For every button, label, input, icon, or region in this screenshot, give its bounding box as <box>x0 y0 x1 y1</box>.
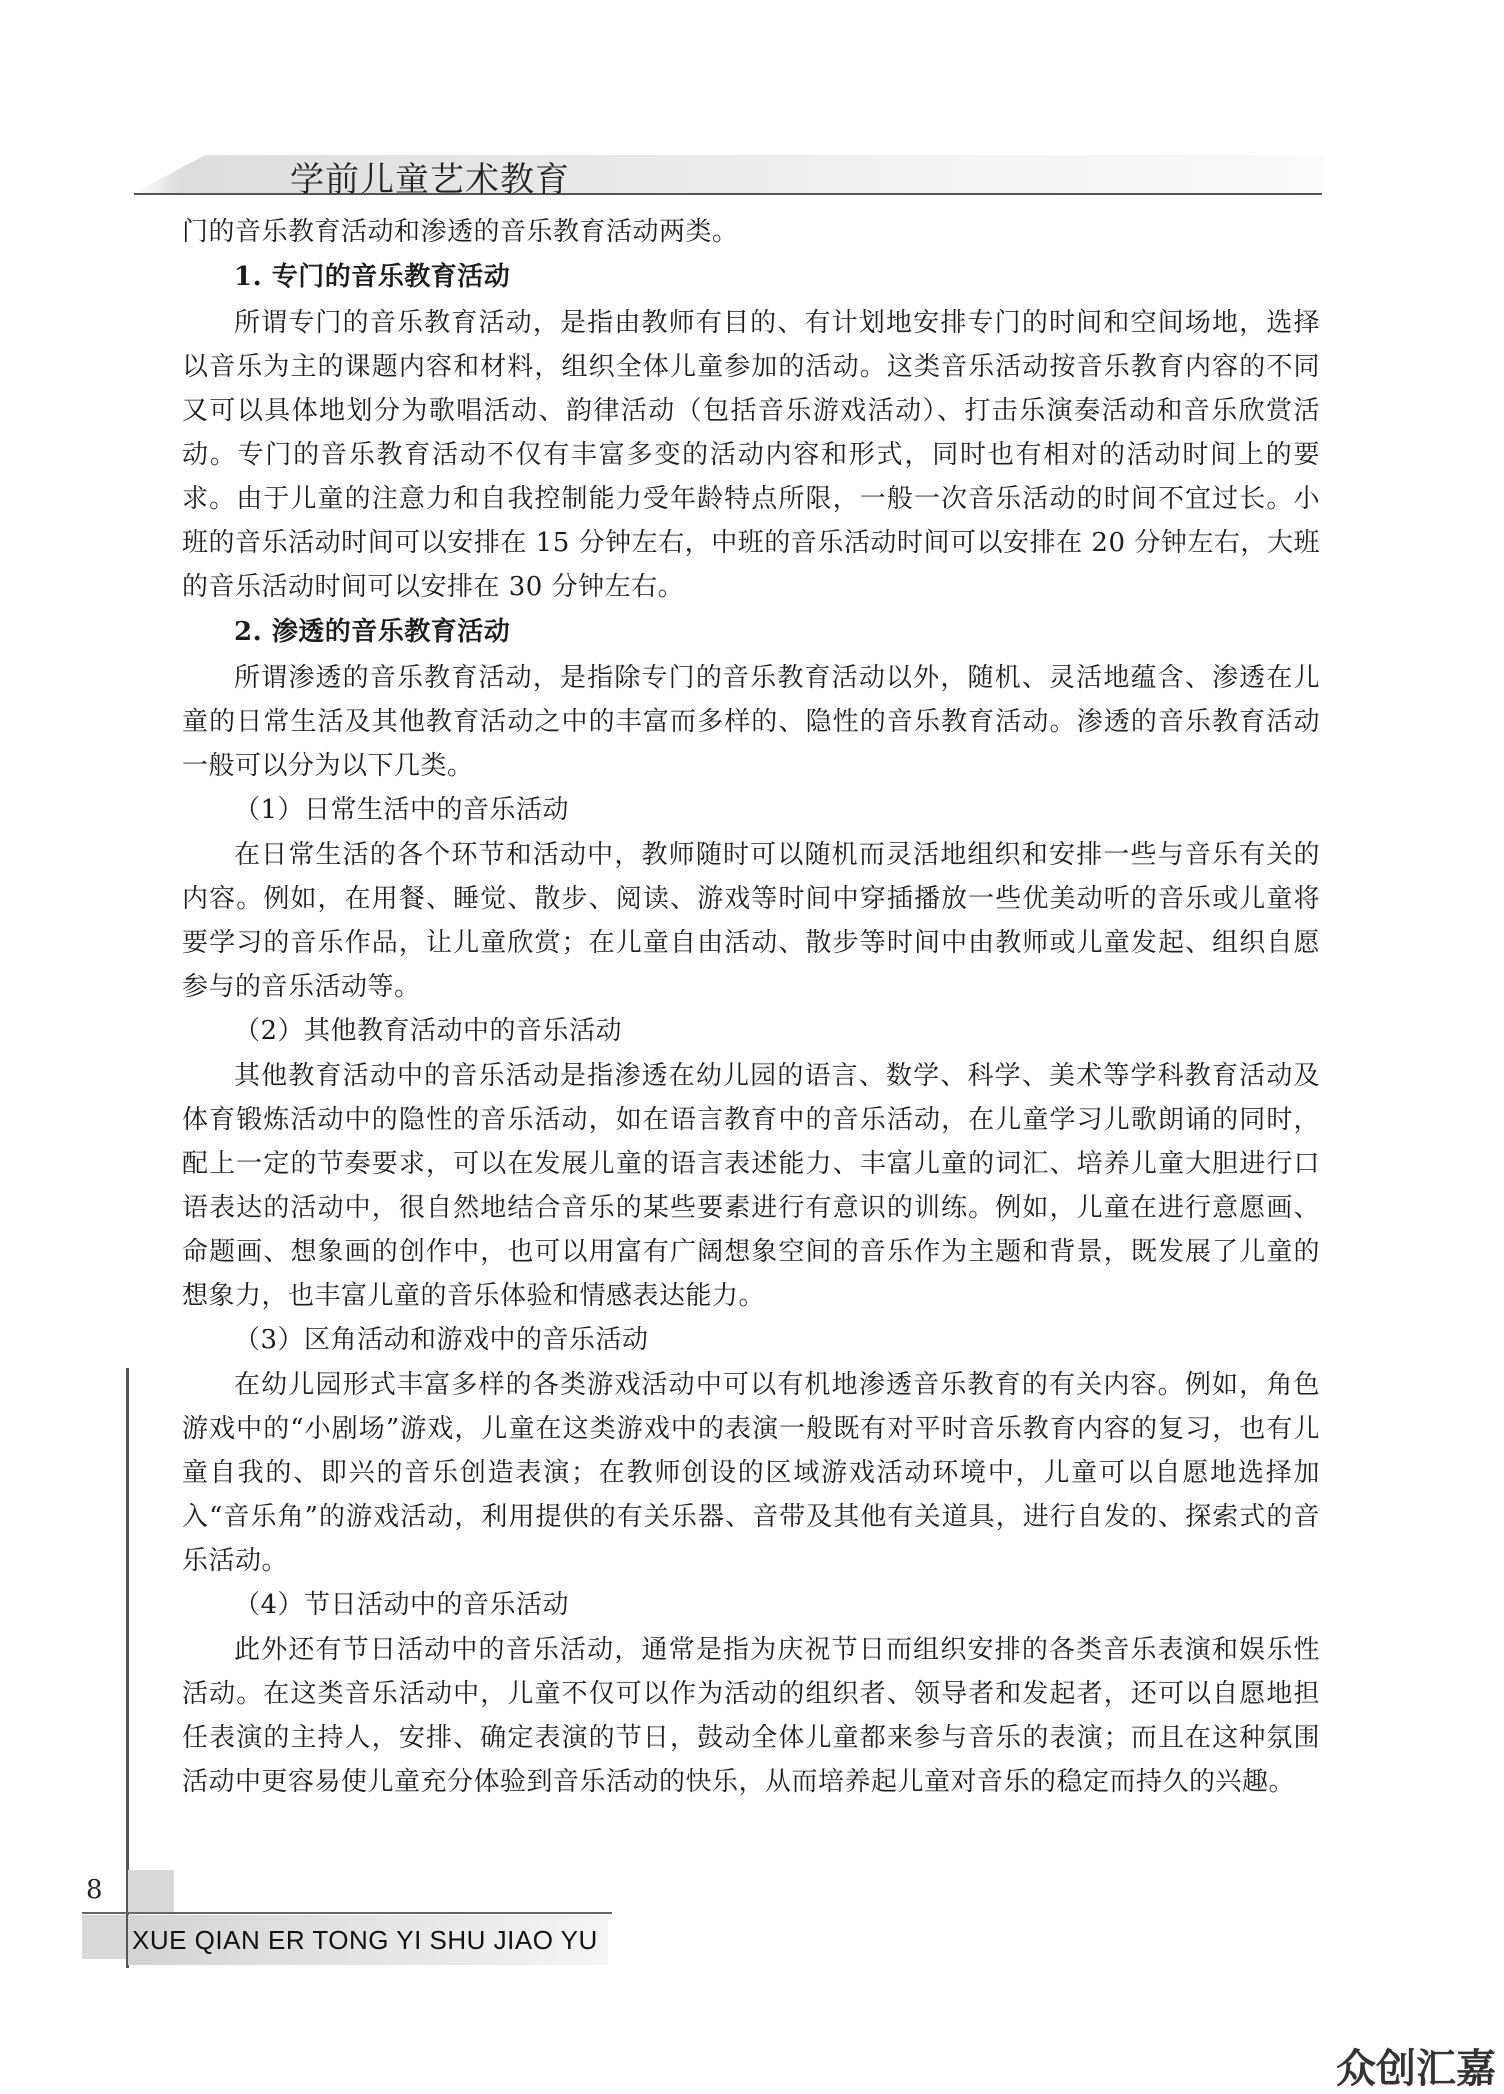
footer-decoration-square <box>82 1915 126 1959</box>
paragraph: 在日常生活的各个环节和活动中，教师随时可以随机而灵活地组织和安排一些与音乐有关的内容。例如，在用餐、睡觉、散步、阅读、游戏等时间中穿插播放一些优美动听的音乐或儿童将要学习的音乐作品，让儿童欣赏；在儿童自由活动、散步等时间中由教师或儿童发起、组织自愿参与的音乐活动等。 <box>182 840 1320 1002</box>
paragraph: 在幼儿园形式丰富多样的各类游戏活动中可以有机地渗透音乐教育的有关内容。例如，角色游戏中的“小剧场”游戏，儿童在这类游戏中的表演一般既有对平时音乐教育内容的复习，也有儿童自我的、即兴的音乐创造表演；在教师创设的区域游戏活动环境中，儿童可以自愿地选择加入“音乐角”的游戏活动，利用提供的有关乐器、音带及其他有关道具，进行自发的、探索式的音乐活动。 <box>182 1370 1320 1576</box>
paragraph: 所谓专门的音乐教育活动，是指由教师有目的、有计划地安排专门的时间和空间场地，选择以音乐为主的课题内容和材料，组织全体儿童参加的活动。这类音乐活动按音乐教育内容的不同又可以具体地划分为歌唱活动、韵律活动（包括音乐游戏活动）、打击乐演奏活动和音乐欣赏活动。专门的音乐教育活动不仅有丰富多变的活动内容和形式，同时也有相对的活动时间上的要求。由于儿童的注意力和自我控制能力受年龄特点所限，一般一次音乐活动的时间不宜过长。小班的音乐活动时间可以安排在 15 分钟左右，中班的音乐活动时间可以安排在 20 分钟左右，大班的音乐活动时间可以安排在 30 分钟左右。 <box>182 308 1320 602</box>
watermark-text: 众创汇嘉 <box>1336 2046 1496 2092</box>
subsection-heading: （4）节日活动中的音乐活动 <box>234 1590 570 1620</box>
section-heading: 2. 渗透的音乐教育活动 <box>234 617 511 647</box>
paragraph: 门的音乐教育活动和渗透的音乐教育活动两类。 <box>182 217 739 247</box>
page-body <box>182 210 1320 1804</box>
subsection-heading: （1）日常生活中的音乐活动 <box>234 795 570 825</box>
subsection-heading: （3）区角活动和游戏中的音乐活动 <box>234 1325 649 1355</box>
paragraph: 其他教育活动中的音乐活动是指渗透在幼儿园的语言、数学、科学、美术等学科教育活动及体育锻炼活动中的隐性的音乐活动，如在语言教育中的音乐活动，在儿童学习儿歌朗诵的同时，配上一定的节奏要求，可以在发展儿童的语言表述能力、丰富儿童的词汇、培养儿童大胆进行口语表达的活动中，很自然地结合音乐的某些要素进行有意识的训练。例如，儿童在进行意愿画、命题画、想象画的创作中，也可以用富有广阔想象空间的音乐作为主题和背景，既发展了儿童的想象力，也丰富儿童的音乐体验和情感表达能力。 <box>182 1061 1320 1311</box>
footer-rule <box>82 1912 612 1914</box>
subsection-heading: （2）其他教育活动中的音乐活动 <box>234 1016 623 1046</box>
section-heading: 1. 专门的音乐教育活动 <box>234 262 511 292</box>
book-title: 学前儿童艺术教育 <box>290 160 570 200</box>
paragraph: 此外还有节日活动中的音乐活动，通常是指为庆祝节日而组织安排的各类音乐表演和娱乐性活动。在这类音乐活动中，儿童不仅可以作为活动的组织者、领导者和发起者，还可以自愿地担任表演的主持人，安排、确定表演的节日，鼓动全体儿童都来参与音乐的表演；而且在这种氛围活动中更容易使儿童充分体验到音乐活动的快乐，从而培养起儿童对音乐的稳定而持久的兴趣。 <box>182 1635 1320 1797</box>
pinyin-title: XUE QIAN ER TONG YI SHU JIAO YU <box>132 1925 598 1955</box>
paragraph: 所谓渗透的音乐教育活动，是指除专门的音乐教育活动以外，随机、灵活地蕴含、渗透在儿童的日常生活及其他教育活动之中的丰富而多样的、隐性的音乐教育活动。渗透的音乐教育活动一般可以分为以下几类。 <box>182 663 1320 781</box>
footer-decoration-square <box>128 1870 174 1912</box>
page-number: 8 <box>86 1875 103 1905</box>
